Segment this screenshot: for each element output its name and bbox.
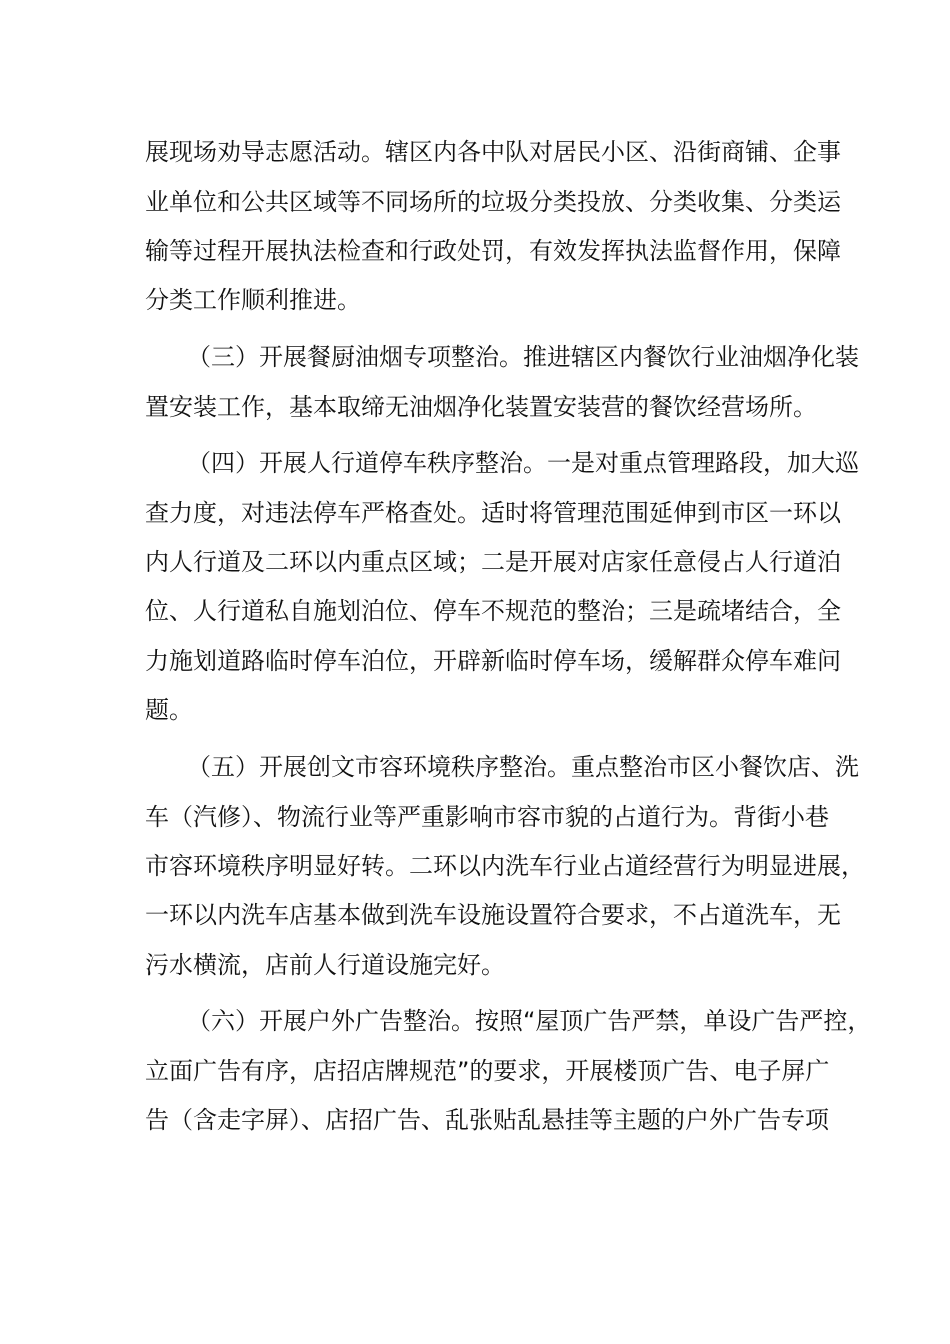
text-line: 立面广告有序，店招店牌规范”的要求，开展楼顶广告、电子屏广 <box>145 1057 830 1085</box>
text-line: 查力度，对违法停车严格查处。适时将管理范围延伸到市区一环以 <box>145 499 841 527</box>
text-line: 展现场劝导志愿活动。辖区内各中队对居民小区、沿街商铺、企事 <box>145 138 841 166</box>
text-line: 题。 <box>145 696 193 724</box>
text-line: （四）开展人行道停车秩序整治。一是对重点管理路段，加大巡 <box>187 449 859 477</box>
text-line: 分类工作顺利推进。 <box>145 286 361 314</box>
text-line: （五）开展创文市容环境秩序整治。重点整治市区小餐饮店、洗 <box>187 753 859 781</box>
text-line: 一环以内洗车店基本做到洗车设施设置符合要求，不占道洗车，无 <box>145 901 841 929</box>
text-line: （三）开展餐厨油烟专项整治。推进辖区内餐饮行业油烟净化装 <box>187 343 859 371</box>
text-line: 位、人行道私自施划泊位、停车不规范的整治；三是疏堵结合，全 <box>145 597 841 625</box>
text-line: 输等过程开展执法检查和行政处罚，有效发挥执法监督作用，保障 <box>145 237 841 265</box>
text-line: 内人行道及二环以内重点区域；二是开展对店家任意侵占人行道泊 <box>145 548 841 576</box>
text-line: 力施划道路临时停车泊位，开辟新临时停车场，缓解群众停车难问 <box>145 647 841 675</box>
text-line: 置安装工作，基本取缔无油烟净化装置安装营的餐饮经营场所。 <box>145 393 817 421</box>
text-line: 告（含走字屏）、店招广告、乱张贴乱悬挂等主题的户外广告专项 <box>145 1106 829 1134</box>
text-line: 车（汽修）、物流行业等严重影响市容市貌的占道行为。背街小巷 <box>145 803 829 831</box>
text-line: （六）开展户外广告整治。按照“屋顶广告严禁，单设广告严控， <box>187 1007 872 1035</box>
text-line: 市容环境秩序明显好转。二环以内洗车行业占道经营行为明显进展， <box>145 852 865 880</box>
text-line: 业单位和公共区域等不同场所的垃圾分类投放、分类收集、分类运 <box>145 188 841 216</box>
text-line: 污水横流，店前人行道设施完好。 <box>145 951 505 979</box>
